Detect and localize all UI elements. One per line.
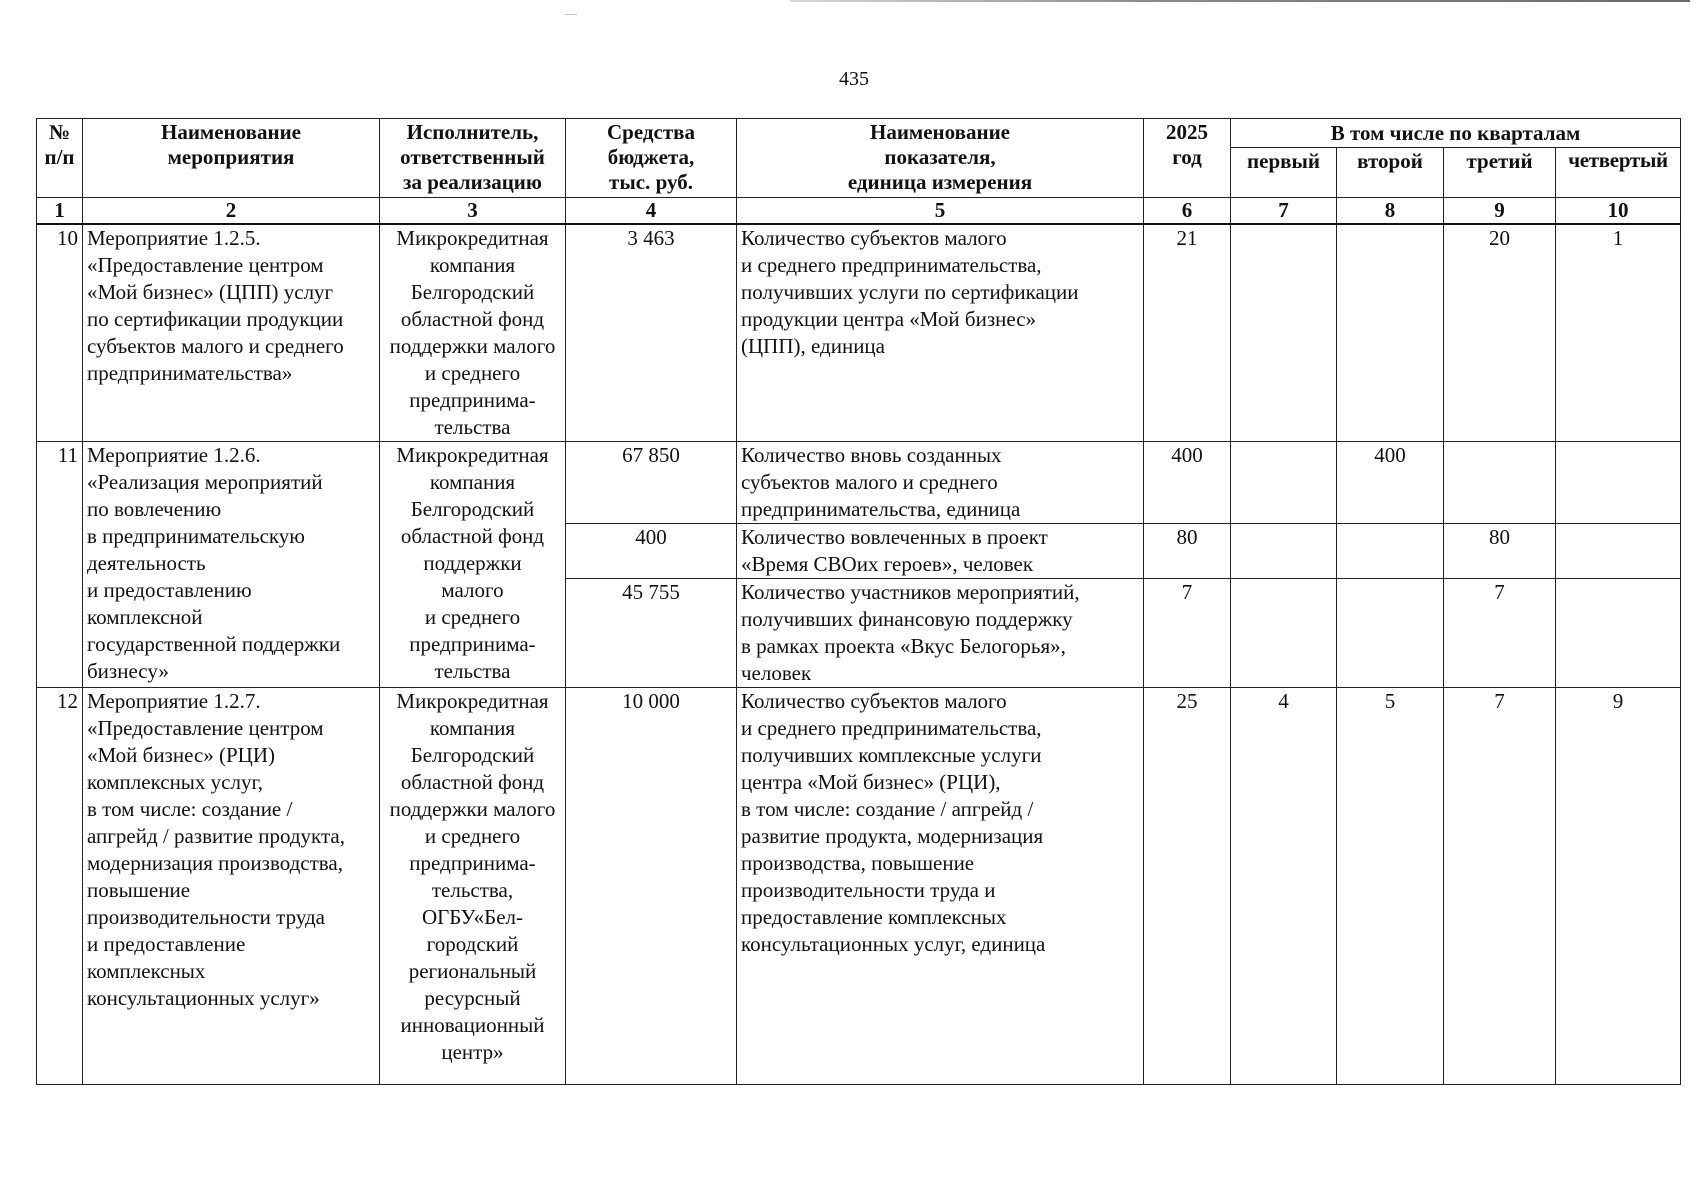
year-value: 25 (1144, 688, 1231, 1085)
executor-name: Микрокредитная компания Белгородский областной фонд поддержки малого и среднего предпринима- тельства (380, 442, 566, 688)
q2-value: 5 (1337, 688, 1444, 1085)
budget-value: 400 (566, 524, 737, 579)
q2-value: 400 (1337, 442, 1444, 524)
row-number: 11 (37, 442, 83, 688)
header-quarters: В том числе по кварталам (1231, 119, 1681, 148)
header-row (37, 119, 1681, 148)
column-number: 7 (1231, 198, 1337, 225)
year-value: 400 (1144, 442, 1231, 524)
column-number: 9 (1444, 198, 1556, 225)
year-value: 21 (1144, 224, 1231, 442)
q2-value (1337, 224, 1444, 442)
q3-value (1444, 442, 1556, 524)
row-number: 12 (37, 688, 83, 1085)
header-executor: Исполнитель, ответственный за реализацию (380, 119, 566, 198)
q2-value (1337, 579, 1444, 688)
column-number: 1 (37, 198, 83, 225)
indicator-name: Количество вновь созданных субъектов малого и среднего предпринимательства, единица (737, 442, 1144, 524)
column-number: 3 (380, 198, 566, 225)
header-q2: второй (1337, 148, 1444, 198)
q3-value: 20 (1444, 224, 1556, 442)
budget-value: 67 850 (566, 442, 737, 524)
q4-value: 9 (1556, 688, 1681, 1085)
indicator-name: Количество субъектов малого и среднего предпринимательства, получивших комплексные услуги центра «Мой бизнес» (РЦИ), в том числе: создание / апгрейд / развитие продукта, модернизация производства, повышение производительности труда и предоставление комплексных консультационных услуг, единица (737, 688, 1144, 1085)
header-budget: Средства бюджета, тыс. руб. (566, 119, 737, 198)
scan-edge-line (790, 0, 1690, 2)
executor-name: Микрокредитная компания Белгородский областной фонд поддержки малого и среднего предпринима- тельства (380, 224, 566, 442)
indicator-name: Количество участников мероприятий, получивших финансовую поддержку в рамках проекта «Вкус Белогорья», человек (737, 579, 1144, 688)
q1-value (1231, 579, 1337, 688)
q2-value (1337, 524, 1444, 579)
budget-value: 45 755 (566, 579, 737, 688)
column-number: 4 (566, 198, 737, 225)
q3-value: 7 (1444, 688, 1556, 1085)
q4-value (1556, 442, 1681, 524)
q1-value (1231, 224, 1337, 442)
activity-name: Мероприятие 1.2.6. «Реализация мероприятий по вовлечению в предпринимательскую деятельность и предоставлению комплексной государственной поддержки бизнесу» (83, 442, 380, 688)
header-year: 2025 год (1144, 119, 1231, 198)
indicator-name: Количество вовлеченных в проект «Время СВОих героев», человек (737, 524, 1144, 579)
header-activity: Наименование мероприятия (83, 119, 380, 198)
header-q3: третий (1444, 148, 1556, 198)
year-value: 7 (1144, 579, 1231, 688)
plan-table (36, 118, 1681, 1085)
scan-mark (565, 14, 577, 15)
indicator-name: Количество субъектов малого и среднего предпринимательства, получивших услуги по сертификации продукции центра «Мой бизнес» (ЦПП), единица (737, 224, 1144, 442)
q1-value (1231, 442, 1337, 524)
header-q4: четвертый (1556, 148, 1681, 198)
column-number-row (37, 198, 1681, 225)
column-number: 5 (737, 198, 1144, 225)
activity-name: Мероприятие 1.2.5. «Предоставление центром «Мой бизнес» (ЦПП) услуг по сертификации продукции субъектов малого и среднего предпринимательства» (83, 224, 380, 442)
table-row (37, 688, 1681, 1085)
page-number: 435 (839, 68, 869, 90)
column-number: 10 (1556, 198, 1681, 225)
table-row (37, 224, 1681, 442)
row-number: 10 (37, 224, 83, 442)
budget-value: 10 000 (566, 688, 737, 1085)
q4-value: 1 (1556, 224, 1681, 442)
q1-value: 4 (1231, 688, 1337, 1085)
header-q1: первый (1231, 148, 1337, 198)
header-indicator: Наименование показателя, единица измерения (737, 119, 1144, 198)
activity-name: Мероприятие 1.2.7. «Предоставление центром «Мой бизнес» (РЦИ) комплексных услуг, в том числе: создание / апгрейд / развитие продукта, модернизация производства, повышение производительности труда и предоставление комплексных консультационных услуг» (83, 688, 380, 1085)
executor-name: Микрокредитная компания Белгородский областной фонд поддержки малого и среднего предпринима- тельства, ОГБУ«Бел- городский региональный ресурсный инновационный центр» (380, 688, 566, 1085)
column-number: 2 (83, 198, 380, 225)
q3-value: 7 (1444, 579, 1556, 688)
year-value: 80 (1144, 524, 1231, 579)
table-row (37, 442, 1681, 524)
column-number: 8 (1337, 198, 1444, 225)
q4-value (1556, 524, 1681, 579)
column-number: 6 (1144, 198, 1231, 225)
header-num: № п/п (37, 119, 83, 198)
q3-value: 80 (1444, 524, 1556, 579)
budget-value: 3 463 (566, 224, 737, 442)
q1-value (1231, 524, 1337, 579)
q4-value (1556, 579, 1681, 688)
